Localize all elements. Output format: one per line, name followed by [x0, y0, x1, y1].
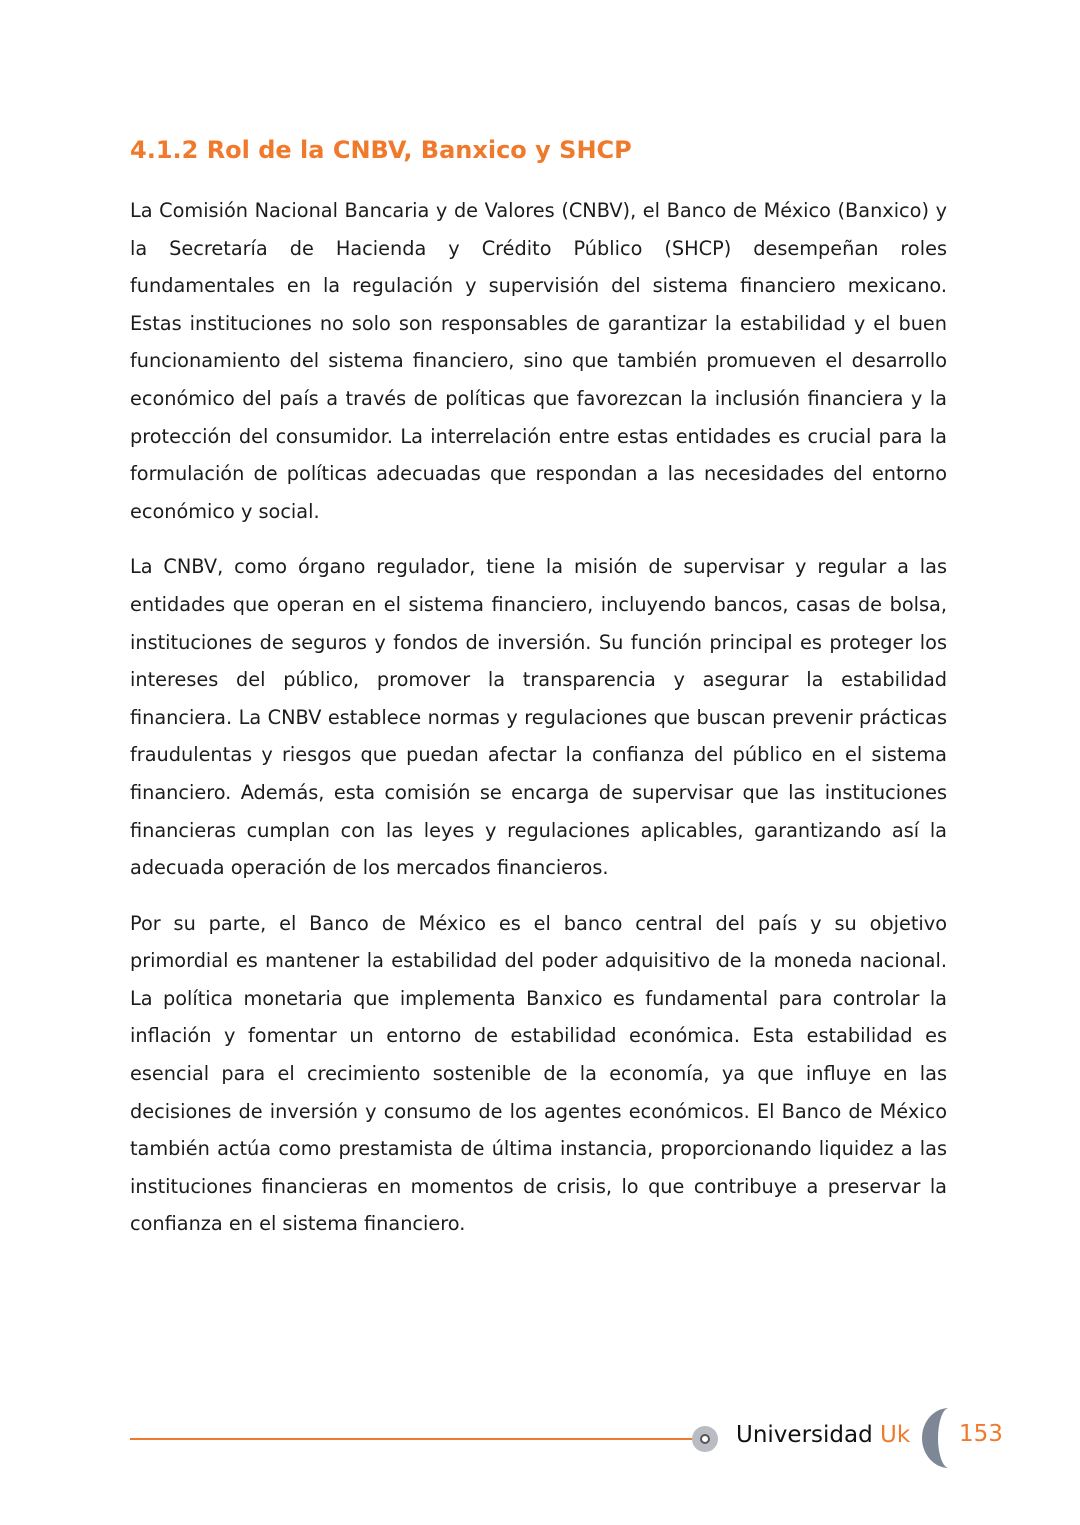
- paragraph: La Comisión Nacional Bancaria y de Valores (CNBV), el Banco de México (Banxico) y la Secretaría de Hacienda y Crédito Público (SHCP) desempeñan roles fundamentales en la regulación y supervisión del sistema financiero mexicano. Estas instituciones no solo son responsables de garantizar la estabilidad y el buen funcionamiento del sistema financiero, sino que también promueven el desarrollo económico del país a través de políticas que favorezcan la inclusión financiera y la protección del consumidor. La interrelación entre estas entidades es crucial para la formulación de políticas adecuadas que respondan a las necesidades del entorno económico y social.: [130, 199, 947, 523]
- body-text: [130, 192, 947, 1261]
- brand-name: Universidad: [736, 1422, 873, 1448]
- footer-brand-logo: [736, 1422, 910, 1448]
- paragraph: Por su parte, el Banco de México es el banco central del país y su objetivo primordial es mantener la estabilidad del poder adquisitivo de la moneda nacional. La política monetaria que implementa Banxico es fundamental para controlar la inflación y fomentar un entorno de estabilidad económica. Esta estabilidad es esencial para el crecimiento sostenible de la economía, ya que influye en las decisiones de inversión y consumo de los agentes económicos. El Banco de México también actúa como prestamista de última instancia, proporcionando liquidez a las instituciones financieras en momentos de crisis, lo que contribuye a preservar la confianza en el sistema financiero.: [130, 911, 947, 1236]
- paragraph: La CNBV, como órgano regulador, tiene la misión de supervisar y regular a las entidades que operan en el sistema financiero, incluyendo bancos, casas de bolsa, instituciones de seguros y fondos de inversión. Su función principal es proteger los intereses del público, promover la transparencia y asegurar la estabilidad financiera. La CNBV establece normas y regulaciones que buscan prevenir prácticas fraudulentas y riesgos que puedan afectar la confianza del público en el sistema financiero. Además, esta comisión se encarga de supervisar que las instituciones financieras cumplan con las leyes y regulaciones aplicables, garantizando así la adecuada operación de los mercados financieros.: [130, 555, 947, 880]
- footer-divider: [130, 1438, 696, 1440]
- section-heading: 4.1.2 Rol de la CNBV, Banxico y SHCP: [130, 136, 632, 164]
- circle-bullet-icon: [692, 1426, 718, 1452]
- page-number: 153: [959, 1421, 1003, 1447]
- brand-accent: Uk: [880, 1422, 911, 1448]
